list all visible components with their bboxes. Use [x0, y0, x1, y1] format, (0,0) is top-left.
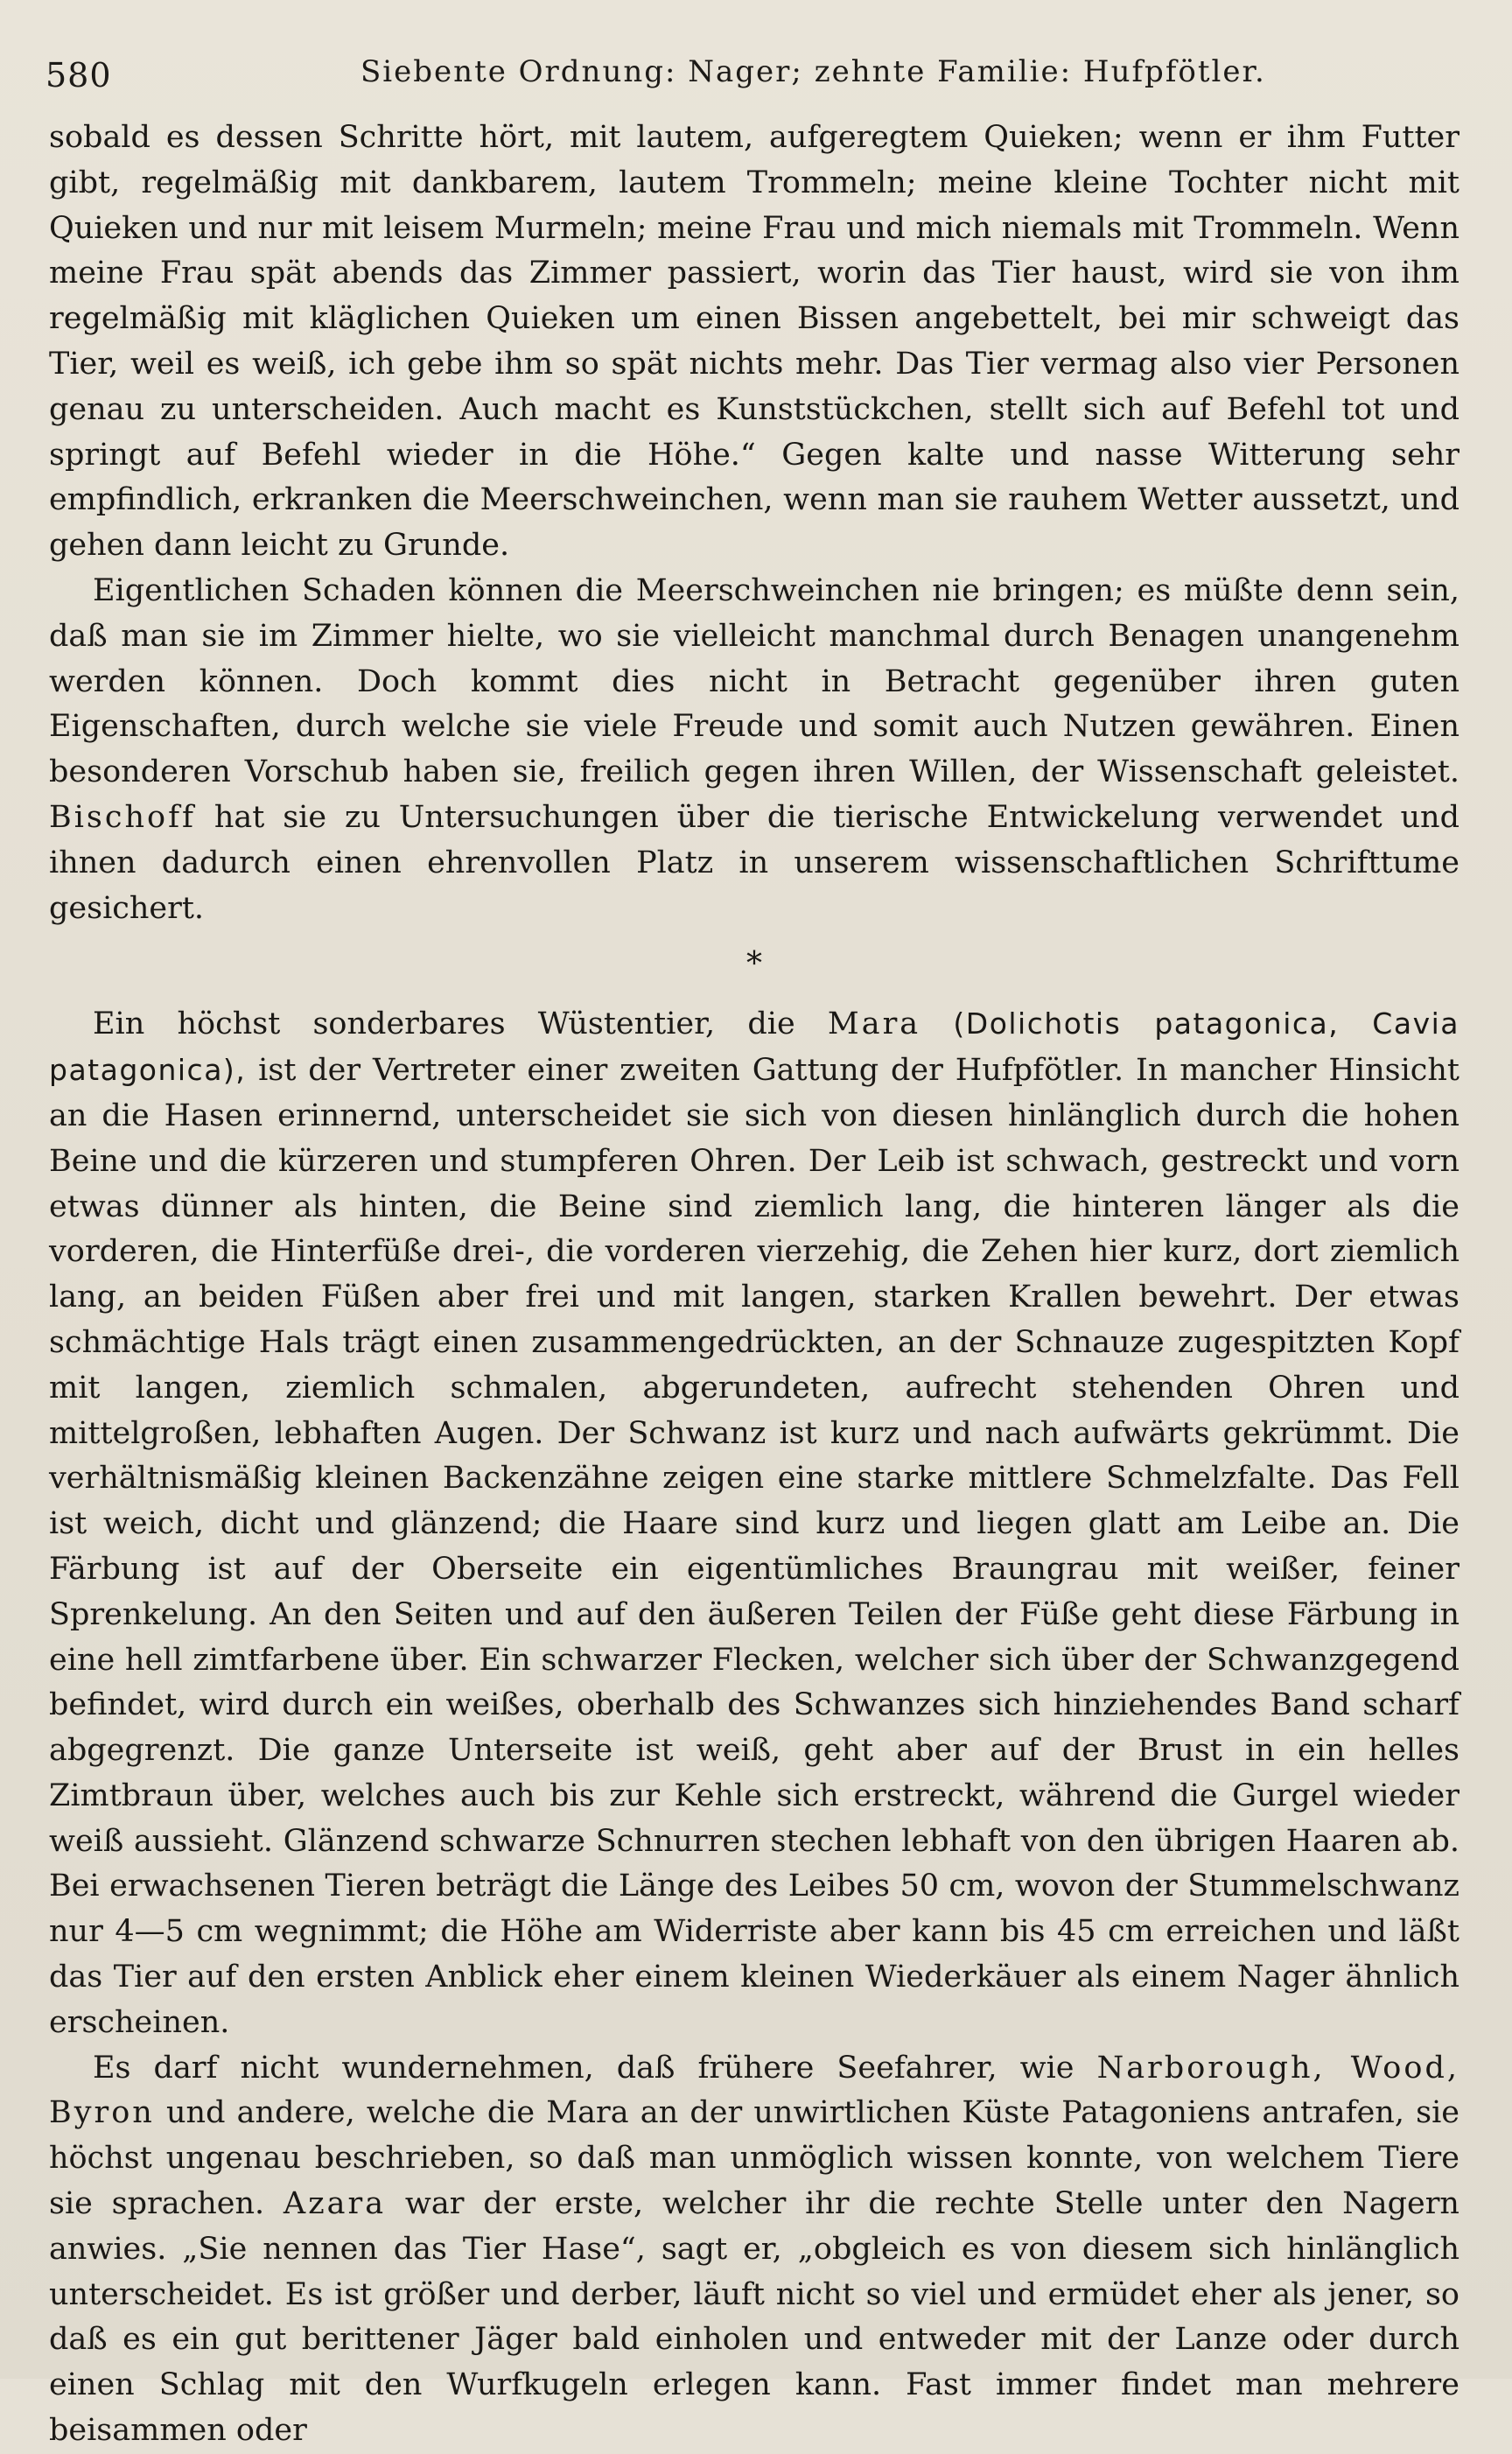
paragraph-3-text-before: Ein höchst sonderbares Wüstentier, die [93, 1006, 795, 1042]
latin-name: (Dolichotis patagonica, Cavia patagonica), [49, 1006, 1460, 1088]
name-azara: Azara [283, 2186, 387, 2222]
paragraph-4-text-mid: und andere, welche die Mara an der unwirtlichen Küste Patagoniens antrafen, sie höchst ungenau beschrieben, so daß man unmöglich wissen konnte, von welchem Tiere sie sprachen. [49, 2095, 1460, 2222]
paragraph-1 [49, 116, 1460, 569]
paragraph-2 [49, 569, 1460, 931]
running-title: Siebente Ordnung: Nager; zehnte Familie: Hufpfötler. [360, 54, 1266, 89]
running-head [46, 51, 1463, 103]
paragraph-4-text-before: Es darf nicht wundernehmen, daß frühere Seefahrer, wie [93, 2050, 1074, 2086]
paragraph-1-text: sobald es dessen Schritte hört, mit lautem, aufgeregtem Quieken; wenn er ihm Futter gibt, regelmäßig mit dankbarem, lautem Trommeln; meine kleine Tochter nicht mit Quieken und nur mit leisem Murmeln; meine Frau und mich niemals mit Trommeln. Wenn meine Frau spät abends das Zimmer passiert, worin das Tier haust, wird sie von ihm regelmäßig mit kläglichen Quieken um einen Bissen angebettelt, bei mir schweigt das Tier, weil es weiß, ich gebe ihm so spät nichts mehr. Das Tier vermag also vier Personen genau zu unterscheiden. Auch macht es Kunststückchen, stellt sich auf Befehl tot und springt auf Befehl wieder in die Höhe.“ Gegen kalte und nasse Witterung sehr empfindlich, erkranken die Meerschweinchen, wenn man sie rauhem Wetter aussetzt, und gehen dann leicht zu Grunde. [49, 120, 1460, 564]
name-mara: Mara [827, 1006, 921, 1042]
body-text [49, 116, 1460, 2454]
section-separator: * [746, 946, 762, 983]
paragraph-4 [49, 2046, 1460, 2454]
page-number: 580 [46, 56, 112, 95]
paragraph-2-text: Eigentlichen Schaden können die Meerschweinchen nie bringen; es müßte denn sein, daß man sie im Zimmer hielte, wo sie vielleicht manchmal durch Benagen unangenehm werden können. Doch kommt dies nicht in Betracht gegenüber ihren guten Eigenschaften, durch welche sie viele Freude und somit auch Nutzen gewähren. Einen besonderen Vorschub haben sie, freilich gegen ihren Willen, der Wissenschaft geleistet. [49, 572, 1460, 790]
names-seafarers: Narborough, Wood, Byron [49, 2050, 1460, 2131]
paragraph-3-text: ist der Vertreter einer zweiten Gattung der Hufpfötler. In mancher Hinsicht an die Hasen erinnernd, unterscheidet sie sich von diesen hinlänglich durch die hohen Beine und die kürzeren und stumpferen Ohren. Der Leib ist schwach, gestreckt und vorn etwas dünner als hinten, die Beine sind ziemlich lang, die hinteren länger als die vorderen, die Hinterfüße drei-, die vorderen vierzehig, die Zehen hier kurz, dort ziemlich lang, an beiden Füßen aber frei und mit langen, starken Krallen bewehrt. Der etwas schmächtige Hals trägt einen zusammengedrückten, an der Schnauze zugespitzten Kopf mit langen, ziemlich schmalen, abgerundeten, aufrecht stehenden Ohren und mittelgroßen, lebhaften Augen. Der Schwanz ist kurz und nach aufwärts gekrümmt. Die verhältnismäßig kleinen Backenzähne zeigen eine starke mittlere Schmelzfalte. Das Fell ist weich, dicht und glänzend; die Haare sind kurz und liegen glatt am Leibe an. Die Färbung ist auf der Oberseite ein eigentümliches Braungrau mit weißer, feiner Sprenkelung. An den Seiten und auf den äußeren Teilen der Füße geht diese Färbung in eine hell zimtfarbene über. Ein schwarzer Flecken, welcher sich über der Schwanzgegend befindet, wird durch ein weißes, oberhalb des Schwanzes sich hinziehendes Band scharf abgegrenzt. Die ganze Unterseite ist weiß, geht aber auf der Brust in ein helles Zimtbraun über, welches auch bis zur Kehle sich erstreckt, während die Gurgel wieder weiß aussieht. Glänzend schwarze Schnurren stechen lebhaft von den übrigen Haaren ab. Bei erwachsenen Tieren beträgt die Länge des Leibes 50 cm, wovon der Stummelschwanz nur 4—5 cm wegnimmt; die Höhe am Widerriste aber kann bis 45 cm erreichen und läßt das Tier auf den ersten Anblick eher einem kleinen Wiederkäuer als einem Nager ähnlich erscheinen. [49, 1053, 1460, 2040]
paragraph-3 [49, 1001, 1460, 2045]
paragraph-2-text-after: hat sie zu Untersuchungen über die tierische Entwickelung verwendet und ihnen dadurch einen ehrenvollen Platz in unserem wissenschaftlichen Schrifttume gesichert. [49, 799, 1460, 926]
name-bischoff: Bischoff [49, 799, 196, 835]
paragraph-4-text: war der erste, welcher ihr die rechte Stelle unter den Nagern anwies. „Sie nennen das Tier Hase“, sagt er, „obgleich es von diesem sich hinlänglich unterscheidet. Es ist größer und derber, läuft nicht so viel und ermüdet eher als jener, so daß es ein gut berittener Jäger bald einholen und entweder mit der Lanze oder durch einen Schlag mit den Wurfkugeln erlegen kann. Fast immer findet man mehrere beisammen oder [49, 2186, 1460, 2449]
